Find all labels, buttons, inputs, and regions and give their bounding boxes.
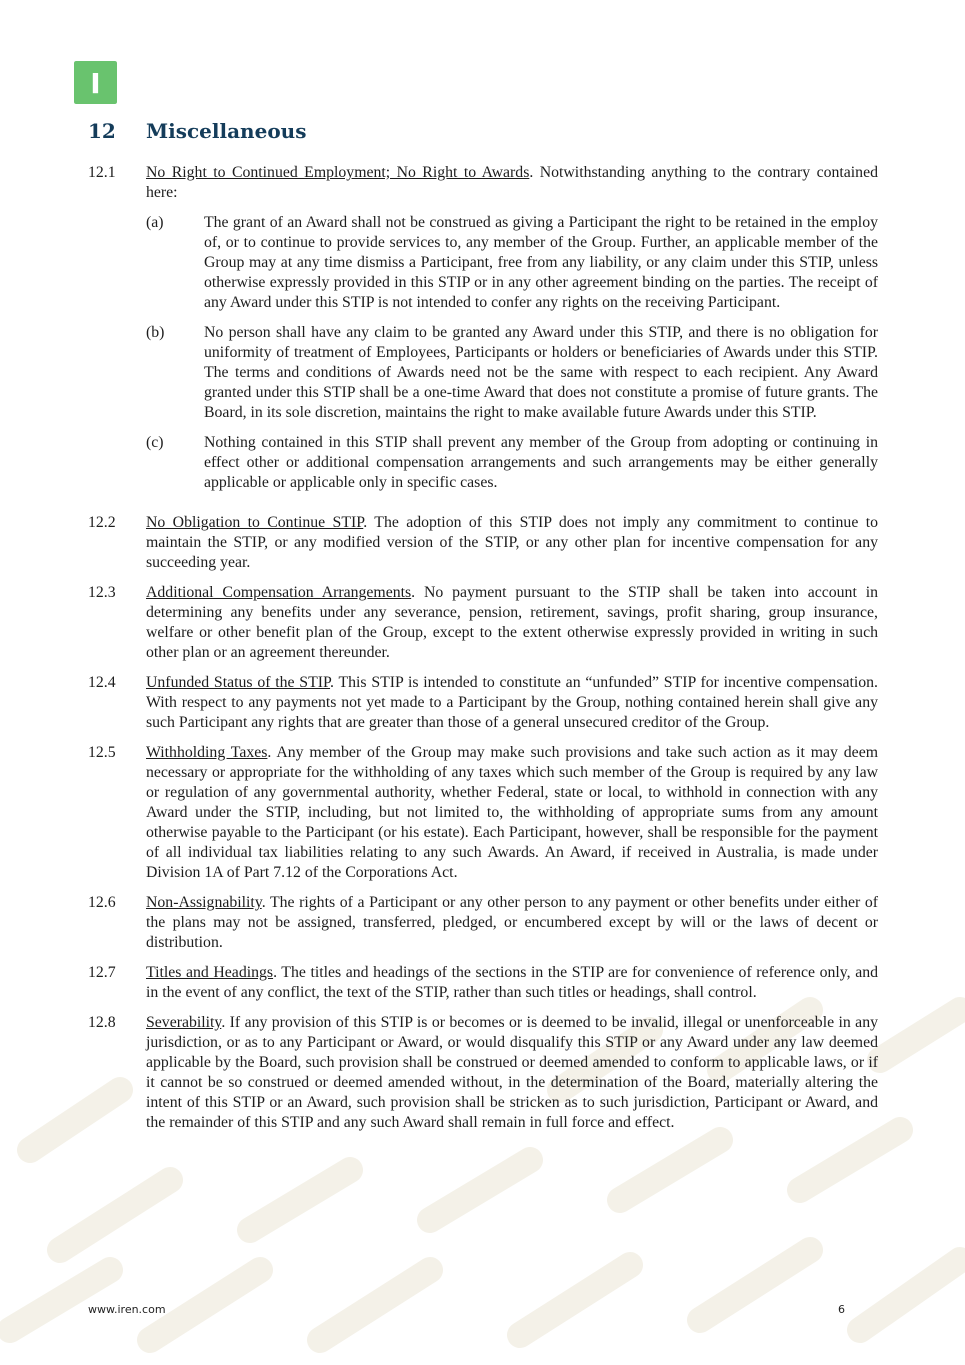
clause-body [146,1013,878,1133]
clause-number: 12.8 [88,1014,116,1031]
iren-logo [74,61,117,104]
clause-text: . Any member of the Group may make such provisions and take such action as it may deem necessary or appropriate for the withholding of any taxes which such member of the Group is required by any law or regulation of any governmental authority, whether Federal, state or local, to withhold in connection with any Award under the STIP, including, but not limited to, the withholding of appropriate sums from any amount otherwise payable to the Participant (or his estate). Each Participant, however, shall be responsible for the payment of all individual tax liabilities relating to any such Awards. An Award, if received in Australia, is made under Division 1A of Part 7.12 of the Corporations Act. [146,744,878,881]
clause-12-1 [88,163,878,493]
clause-text: . The adoption of this STIP does not imply any commitment to continue to maintain the STIP, or any modified version of the STIP, or any other plan for incentive compensation for any succeeding year. [146,514,878,571]
clause-text: . The titles and headings of the sections in the STIP are for convenience of reference only, and in the event of any conflict, the text of the STIP, rather than such titles or headings, shall control. [146,964,879,1001]
clause-number: 12.3 [88,584,116,601]
clause-body [146,513,878,573]
subclause-text: No person shall have any claim to be granted any Award under this STIP, and there is no obligation for uniformity of treatment of Employees, Participants or holders or beneficiaries of Awards under this STIP. The terms and conditions of Awards need not be the same with respect to each recipient. Any Award granted under this STIP shall be a one-time Award that does not constitute a promise of future grants. The Board, in its sole discretion, maintains the right to make available future Awards under this STIP. [204,324,878,421]
clause-12-5 [88,743,878,883]
clause-body [146,163,878,493]
clause-number: 12.4 [88,674,116,691]
clause-title: Withholding Taxes [146,744,268,761]
clause-text: . This STIP is intended to constitute an “unfunded” STIP for incentive compensation. With respect to any payments not yet made to a Participant by the Group, nothing contained herein shall give any such Participant any rights that are greater than those of a general unsecured creditor of the Group. [146,674,878,731]
clause-title: Titles and Headings [146,964,274,981]
footer-website: www.iren.com [88,1303,166,1316]
clause-12-6 [88,893,878,953]
clause-text: . Notwithstanding anything to the contrary contained here: [146,164,878,201]
section-title: Miscellaneous [146,119,307,143]
clause-number: 12.7 [88,964,116,981]
clause-12-7 [88,963,878,1003]
clause-12-8 [88,1013,878,1133]
clause-title: Severability [146,1014,222,1031]
clause-text: . The rights of a Participant or any other person to any payment or other benefits under either of the plans may not be assigned, transferred, pledged, or encumbered except by will or the laws of decent or distribution. [146,894,878,951]
subclause-b [146,323,878,423]
section-number: 12 [88,119,116,143]
clause-12-2 [88,513,878,573]
clause-12-4 [88,673,878,733]
footer-page-number: 6 [838,1303,845,1316]
subclause-text: The grant of an Award shall not be construed as giving a Participant the right to be retained in the employ of, or to continue to provide services to, any member of the Group. Further, an applicable member of the Group may at any time dismiss a Participant, free from any liability, or any claim under this STIP, unless otherwise expressly provided in this STIP or in any other agreement binding on the parties. The receipt of any Award under this STIP is not intended to confer any rights on the receiving Participant. [204,214,878,311]
clause-body [146,673,878,733]
logo-letter: I [90,67,101,100]
clause-title: No Right to Continued Employment; No Right to Awards [146,164,530,181]
clause-number: 12.5 [88,744,116,761]
clause-title: No Obligation to Continue STIP [146,514,364,531]
subclause-a [146,213,878,313]
subclause-text: Nothing contained in this STIP shall prevent any member of the Group from adopting or continuing in effect other or additional compensation arrangements and such arrangements may be either generally applicable or applicable only in specific cases. [204,434,878,491]
section-heading [88,117,306,145]
clause-number: 12.6 [88,894,116,911]
clause-number: 12.2 [88,514,116,531]
clause-number: 12.1 [88,164,116,181]
clause-body [146,743,878,883]
subclause-label: (a) [146,214,164,231]
clause-body [146,893,878,953]
subclause-c [146,433,878,493]
subclause-label: (b) [146,324,165,341]
clause-body [146,963,878,1003]
clause-title: Additional Compensation Arrangements [146,584,412,601]
clause-title: Unfunded Status of the STIP [146,674,331,691]
clause-body [146,583,878,663]
clause-title: Non-Assignability [146,894,262,911]
clause-text: . No payment pursuant to the STIP shall be taken into account in determining any benefits under any severance, pension, retirement, savings, profit sharing, group insurance, welfare or other benefit plan of the Group, except to the extent otherwise expressly provided in writing in such other plan or an agreement thereunder. [146,584,878,661]
clause-12-3 [88,583,878,663]
subclause-label: (c) [146,434,164,451]
document-body [88,163,878,1143]
clause-text: . If any provision of this STIP is or becomes or is deemed to be invalid, illegal or unenforceable in any jurisdiction, or as to any Participant or Award, or would disqualify this STIP or any Award under any law deemed applicable by the Board, such provision shall be construed or deemed amended to conform to applicable laws, or if it cannot be so construed or deemed amended without, in the determination of the Board, materially altering the intent of this STIP or an Award, such provision shall be stricken as to such jurisdiction, Participant or Award, and the remainder of this STIP and any such Award shall remain in full force and effect. [146,1014,878,1131]
